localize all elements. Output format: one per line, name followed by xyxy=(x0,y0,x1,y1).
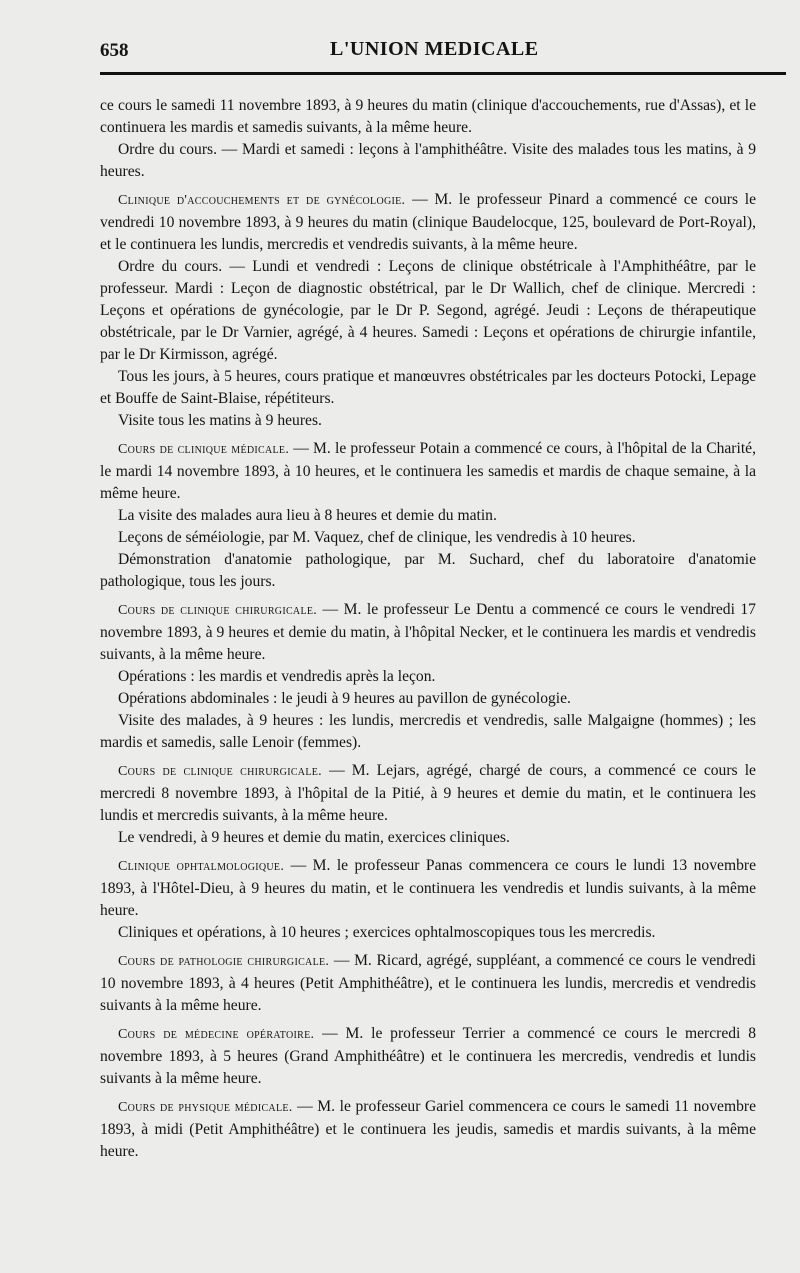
paragraph xyxy=(100,366,756,410)
paragraph-text: Ordre du cours. — Lundi et vendredi : Leçons de clinique obstétricale à l'Amphithéâtre, par le professeur. Mardi : Leçon de diagnostic obstétrical, par le Dr Wallich, chef de clinique. Mercredi : Leçons et opérations de gynécologie, par le Dr P. Segond, agrégé. Jeudi : Leçons de thérapeutique obstétricale, par le Dr Varnier, agrégé, à 4 heures. Samedi : Leçons et opérations de chirurgie infantile, par le Dr Kirmisson, agrégé. xyxy=(100,258,756,363)
paragraph xyxy=(100,827,756,849)
paragraph xyxy=(100,256,756,366)
paragraph-text: — M. le professeur Terrier a commencé ce cours le mercredi 8 novembre 1893, à 5 heures (Grand Amphithéâtre) et le continuera les mercredis, vendredis et lundis suivants à la même heure. xyxy=(100,1025,756,1087)
paragraph-text: La visite des malades aura lieu à 8 heures et demie du matin. xyxy=(118,507,497,524)
paragraph-text: — M. Ricard, agrégé, suppléant, a commencé ce cours le vendredi 10 novembre 1893, à 4 heures (Petit Amphithéâtre), et le continuera les lundis, mercredis et vendredis suivants à la même heure. xyxy=(100,952,756,1014)
paragraph-text: Ordre du cours. — Mardi et samedi : leçons à l'amphithéâtre. Visite des malades tous les matins, à 9 heures. xyxy=(100,141,756,180)
paragraph-text: ce cours le samedi 11 novembre 1893, à 9 heures du matin (clinique d'accouchements, rue d'Assas), et le continuera les mardis et samedis suivants, à la même heure. xyxy=(100,97,756,136)
paragraph-text: Le vendredi, à 9 heures et demie du matin, exercices cliniques. xyxy=(118,829,510,846)
paragraph-text: — M. le professeur Le Dentu a commencé ce cours le vendredi 17 novembre 1893, à 9 heures et demie du matin, à l'hôpital Necker, et le continuera les mardis et vendredis suivants, à la même heure. xyxy=(100,601,756,663)
section-heading: Cours de clinique chirurgicale. xyxy=(118,764,322,779)
header-rule xyxy=(100,72,786,75)
page-header xyxy=(100,34,756,68)
section-paragraph xyxy=(100,599,756,666)
section-paragraph xyxy=(100,760,756,827)
paragraph-text: Démonstration d'anatomie pathologique, par M. Suchard, chef du laboratoire d'anatomie pathologique, tous les jours. xyxy=(100,551,756,590)
paragraph-text: — M. le professeur Potain a commencé ce cours, à l'hôpital de la Charité, le mardi 14 novembre 1893, à 10 heures, et le continuera les samedis et mardis de chaque semaine, à la même heure. xyxy=(100,440,756,502)
section-heading: Cours de médecine opératoire. xyxy=(118,1027,315,1042)
paragraph xyxy=(100,527,756,549)
paragraph xyxy=(100,666,756,688)
section-paragraph xyxy=(100,1023,756,1090)
running-title: L'UNION MEDICALE xyxy=(330,38,539,60)
section-paragraph xyxy=(100,855,756,922)
paragraph xyxy=(100,139,756,183)
paragraph-text: Leçons de séméiologie, par M. Vaquez, chef de clinique, les vendredis à 10 heures. xyxy=(118,529,636,546)
section-heading: Cours de pathologie chirurgicale. xyxy=(118,954,330,969)
section-paragraph xyxy=(100,1096,756,1163)
section-heading: Cours de clinique médicale. xyxy=(118,442,290,457)
paragraph-text: — M. le professeur Pinard a commencé ce cours le vendredi 10 novembre 1893, à 9 heures du matin (clinique Baudelocque, 125, boulevard de Port-Royal), et le continuera les lundis, mercredis et vendredis suivants, à la même heure. xyxy=(100,191,757,253)
paragraph xyxy=(100,95,756,139)
page-body xyxy=(100,95,756,1163)
paragraph xyxy=(100,688,756,710)
section-paragraph xyxy=(100,438,756,505)
section-paragraph xyxy=(100,189,756,256)
paragraph xyxy=(100,710,756,754)
paragraph xyxy=(100,410,756,432)
section-heading: Clinique ophtalmologique. xyxy=(118,859,285,874)
paragraph-text: Opérations : les mardis et vendredis après la leçon. xyxy=(118,668,436,685)
paragraph-text: Cliniques et opérations, à 10 heures ; exercices ophtalmoscopiques tous les mercredis. xyxy=(118,924,656,941)
section-heading: Cours de physique médicale. xyxy=(118,1100,293,1115)
paragraph-text: Visite tous les matins à 9 heures. xyxy=(118,412,322,429)
paragraph-text: — M. le professeur Panas commencera ce cours le lundi 13 novembre 1893, à l'Hôtel-Dieu, à 9 heures du matin, et le continuera les vendredis et lundis suivants, à la même heure. xyxy=(100,857,756,919)
paragraph xyxy=(100,922,756,944)
paragraph-text: — M. le professeur Gariel commencera ce cours le samedi 11 novembre 1893, à midi (Petit Amphithéâtre) et le continuera les jeudis, samedis et mardis suivants, à la même heure. xyxy=(100,1098,756,1160)
paragraph-text: Opérations abdominales : le jeudi à 9 heures au pavillon de gynécologie. xyxy=(118,690,571,707)
paragraph xyxy=(100,549,756,593)
section-heading: Clinique d'accouchements et de gynécologie. xyxy=(118,193,406,208)
paragraph-text: Tous les jours, à 5 heures, cours pratique et manœuvres obstétricales par les docteurs Potocki, Lepage et Bouffe de Saint-Blaise, répétiteurs. xyxy=(100,368,756,407)
section-paragraph xyxy=(100,950,756,1017)
paragraph-text: Visite des malades, à 9 heures : les lundis, mercredis et vendredis, salle Malgaigne (hommes) ; les mardis et samedis, salle Lenoir (femmes). xyxy=(100,712,756,751)
page-number: 658 xyxy=(100,40,129,61)
paragraph-text: — M. Lejars, agrégé, chargé de cours, a commencé ce cours le mercredi 8 novembre 1893, à l'hôpital de la Pitié, à 9 heures et demie du matin, et le continuera les lundis et mercredis suivants, à la même heure. xyxy=(100,762,756,824)
paragraph xyxy=(100,505,756,527)
section-heading: Cours de clinique chirurgicale. xyxy=(118,603,318,618)
